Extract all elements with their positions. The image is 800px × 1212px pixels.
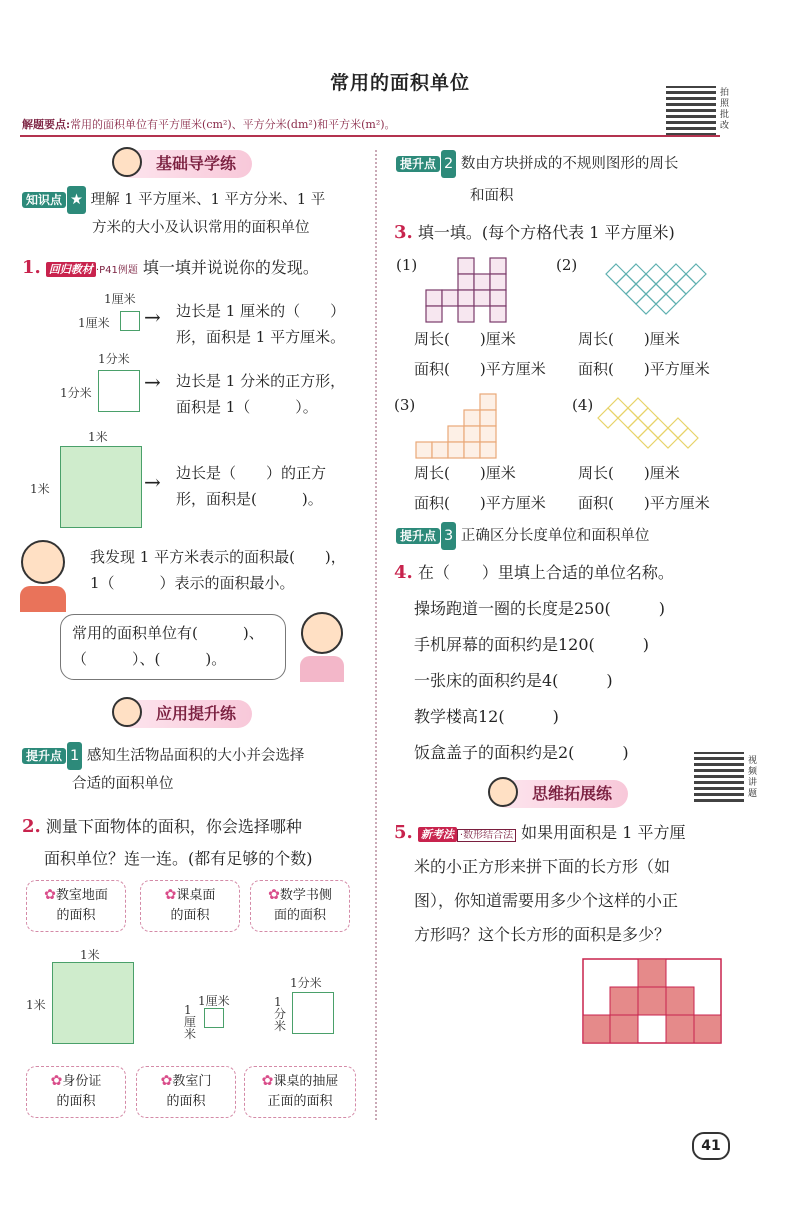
q3-perim-3: 周长( )厘米 [414, 464, 516, 482]
banner-basic [112, 150, 252, 178]
card-line2: 面的面积 [273, 908, 326, 923]
qr-caption-mid: 视频讲题 [748, 756, 758, 799]
knowledge-point [22, 186, 367, 214]
arrow-icon: → [144, 305, 161, 329]
tips-text: 常用的面积单位有平方厘米(cm²)、平方分米(dm²)和平方米(m²)。 [70, 118, 396, 131]
child-icon [488, 777, 518, 807]
butterfly-icon: ✿ [44, 887, 56, 903]
q2-dm-top-label: 1分米 [290, 976, 322, 990]
q4-item-3: 一张床的面积约是4( ) [414, 671, 613, 690]
arrow-icon: → [144, 470, 161, 494]
card-line1: 课桌面 [176, 888, 216, 903]
q2-sq-1dm[interactable] [292, 992, 334, 1034]
knowledge-line2: 方米的大小及认识常用的面积单位 [92, 220, 310, 236]
tips-label: 解题要点: [22, 118, 71, 131]
q1-cm-top-label: 1厘米 [104, 292, 136, 306]
q2-number: 2. [22, 816, 41, 837]
lift1-num: 1 [67, 742, 82, 770]
lift-point-1 [22, 742, 304, 770]
lift3-line1: 正确区分长度单位和面积单位 [460, 528, 650, 544]
card-line2: 的面积 [56, 908, 96, 923]
q1-row1b: 形，面积是 1 平方厘米。 [176, 328, 346, 346]
q1-bubble1: 常用的面积单位有( )、 [72, 624, 264, 642]
q3-perim-2: 周长( )厘米 [578, 330, 680, 348]
q1-row1a: 边长是 1 厘米的（ ） [176, 302, 346, 320]
q1-cm-left-label: 1厘米 [78, 316, 110, 330]
q1-bubble2: （ ）、( )。 [72, 650, 227, 668]
q5-rectangle-figure [582, 958, 724, 1046]
q2-text2: 面积单位？连一连。(都有足够的个数) [44, 849, 313, 868]
q2-cm-left-label: 1厘米 [184, 1003, 197, 1041]
q3-label-3: (3) [394, 396, 416, 414]
banner-basic-text: 基础导学练 [116, 150, 252, 178]
banner-apply-text: 应用提升练 [116, 700, 252, 728]
q5-text4: 方形吗？这个长方形的面积是多少？ [414, 925, 671, 944]
q5-tag: 新考法 [418, 827, 457, 842]
q1-finding1: 我发现 1 平方米表示的面积最( )， [90, 548, 346, 566]
lift2-num: 2 [441, 150, 456, 178]
lift1-tag: 提升点 [22, 748, 66, 764]
card-line1: 课桌的抽屉 [273, 1074, 339, 1089]
lift3-num: 3 [441, 522, 456, 550]
q1-tag2: ·P41例题 [95, 265, 138, 276]
q2-cm-top-label: 1厘米 [198, 994, 230, 1008]
q5-tag2: ·数形结合法 [457, 829, 516, 842]
card-id-card[interactable] [26, 1066, 126, 1118]
girl-illustration [294, 612, 350, 682]
q1-dm-top-label: 1分米 [98, 352, 130, 366]
q1-header [22, 253, 319, 286]
q4-item-4: 教学楼高12( ) [414, 707, 559, 726]
q3-area-4: 面积( )平方厘米 [578, 494, 710, 512]
q3-perim-4: 周长( )厘米 [578, 464, 680, 482]
q4-item-1: 操场跑道一圈的长度是250( ) [414, 599, 666, 618]
sq-1m [60, 446, 142, 528]
header-rule [20, 135, 720, 137]
card-math-book-side[interactable] [250, 880, 350, 932]
q1-m-top-label: 1米 [88, 430, 108, 444]
q5-text3: 图），你知道需要用多少个这样的小正 [414, 891, 679, 910]
q2-line1 [22, 812, 302, 842]
q3-figure-2 [604, 262, 724, 322]
banner-apply [112, 700, 252, 728]
lift1-line1: 感知生活物品面积的大小并会选择 [86, 748, 305, 764]
q3-label-2: (2) [556, 256, 578, 274]
q3-figure-1 [424, 256, 524, 326]
lift2-tag: 提升点 [396, 156, 440, 172]
q3-figure-3 [414, 392, 514, 462]
card-line2: 正面的面积 [267, 1094, 333, 1109]
qr-code-mid [694, 752, 744, 802]
butterfly-icon: ✿ [268, 887, 280, 903]
q1-number: 1. [22, 257, 41, 278]
butterfly-icon: ✿ [50, 1073, 63, 1089]
q3-area-3: 面积( )平方厘米 [414, 494, 546, 512]
q3-perim-1: 周长( )厘米 [414, 330, 516, 348]
card-line1: 教室门 [172, 1074, 212, 1089]
page-number: 41 [692, 1132, 730, 1160]
q1-row2b: 面积是 1（ ）。 [176, 398, 318, 416]
card-line1: 数学书侧 [279, 888, 332, 903]
q5-line1 [394, 818, 686, 851]
butterfly-icon: ✿ [261, 1073, 274, 1089]
q3-text: 填一填。(每个方格代表 1 平方厘米) [417, 223, 675, 242]
q1-dm-left-label: 1分米 [60, 386, 92, 400]
q1-row3a: 边长是（ ）的正方 [176, 464, 327, 482]
q3-area-2: 面积( )平方厘米 [578, 360, 710, 378]
q1-row2a: 边长是 1 分米的正方形， [176, 372, 346, 390]
q3-label-1: (1) [396, 256, 418, 274]
lift-point-2 [396, 150, 736, 178]
sq-1dm [98, 370, 140, 412]
q1-finding2: 1（ ）表示的面积最小。 [90, 574, 295, 592]
q3-area-1: 面积( )平方厘米 [414, 360, 546, 378]
sq-1cm [120, 311, 140, 331]
card-line1: 教室地面 [55, 888, 108, 903]
card-desk-top[interactable] [140, 880, 240, 932]
q1-text: 填一填并说说你的发现。 [142, 258, 319, 277]
boy-illustration [18, 540, 68, 610]
q4-item-5: 饭盒盖子的面积约是2( ) [414, 743, 629, 762]
q4-item-2: 手机屏幕的面积约是120( ) [414, 635, 650, 654]
q1-row2 [176, 368, 345, 420]
q2-sq-1m[interactable] [52, 962, 134, 1044]
q2-m-left-label: 1米 [26, 998, 46, 1012]
q1-row3b: 形，面积是( )。 [176, 490, 323, 508]
q2-sq-1cm[interactable] [204, 1008, 224, 1028]
q3-label-4: (4) [572, 396, 594, 414]
q1-bubble-text [72, 620, 264, 672]
card-line2: 的面积 [166, 1094, 206, 1109]
banner-think-text: 思维拓展练 [492, 780, 628, 808]
qr-code-top [666, 86, 716, 136]
q2-m-top-label: 1米 [80, 948, 100, 962]
tips-line [22, 116, 396, 132]
card-classroom-door[interactable] [136, 1066, 236, 1118]
q5-text1: 如果用面积是 1 平方厘 [521, 823, 686, 842]
butterfly-icon: ✿ [160, 1073, 173, 1089]
card-line2: 的面积 [170, 908, 210, 923]
card-line2: 的面积 [56, 1094, 96, 1109]
column-divider [375, 150, 377, 1120]
lift-point-3 [396, 522, 649, 550]
q3-figure-4 [596, 396, 716, 456]
q1-row3 [176, 460, 326, 512]
q1-row1 [176, 298, 345, 350]
q2-text1: 测量下面物体的面积，你会选择哪种 [45, 817, 302, 836]
qr-caption-top: 拍照批改 [720, 88, 730, 131]
arrow-icon: → [144, 370, 161, 394]
card-line1: 身份证 [62, 1074, 102, 1089]
child-icon [112, 147, 142, 177]
card-desk-drawer[interactable] [244, 1066, 356, 1118]
lift1-line2: 合适的面积单位 [72, 776, 174, 792]
lift3-tag: 提升点 [396, 528, 440, 544]
q3-header [394, 218, 675, 248]
q5-text2: 米的小正方形来拼下面的长方形（如 [414, 857, 671, 876]
q4-number: 4. [394, 562, 413, 583]
qr-code-icon [666, 86, 716, 136]
q3-number: 3. [394, 222, 413, 243]
q1-finding [90, 544, 346, 596]
qr-code-icon [694, 752, 744, 802]
q1-m-left-label: 1米 [30, 482, 50, 496]
butterfly-icon: ✿ [164, 887, 177, 903]
q4-text: 在（ ）里填上合适的单位名称。 [417, 563, 674, 582]
q4-header [394, 558, 674, 588]
q2-dm-left-label: 1分米 [274, 995, 287, 1033]
lift2-line2: 和面积 [470, 188, 514, 204]
child-icon [112, 697, 142, 727]
lift2-line1: 数由方块拼成的不规则图形的周长 [460, 156, 679, 172]
knowledge-tag: 知识点 [22, 192, 66, 208]
banner-think [488, 780, 628, 808]
card-classroom-floor[interactable] [26, 880, 126, 932]
star-icon: ★ [67, 186, 86, 214]
q1-tag: 回归教材 [46, 262, 96, 277]
knowledge-line1: 理解 1 平方厘米、1 平方分米、1 平 [90, 192, 326, 208]
q5-number: 5. [394, 822, 413, 843]
page-title: 常用的面积单位 [329, 72, 470, 94]
